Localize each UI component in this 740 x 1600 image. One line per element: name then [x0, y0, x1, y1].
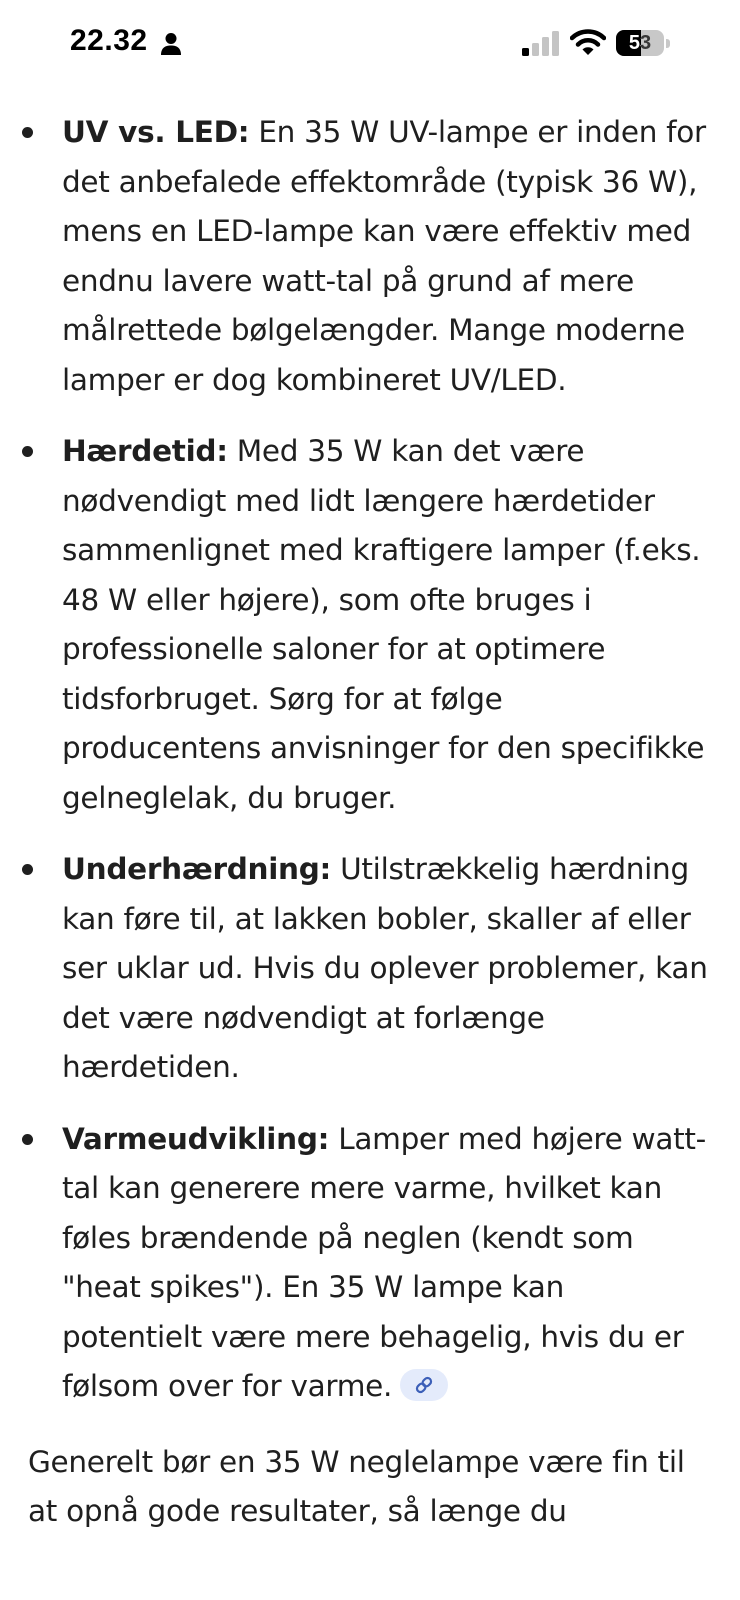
bullet-text: En 35 W UV-lampe er inden for det anbefalede effektområde (typisk 36 W), mens en LED-lampe kan være effektiv med endnu lavere watt-tal på grund af mere målrettede bølgelængder. Mange moderne lamper er dog kombineret UV/LED.: [62, 115, 706, 397]
bullet-list: [0, 108, 740, 1412]
bullet-term: Varmeudvikling:: [62, 1121, 330, 1156]
signal-icon: [520, 30, 562, 56]
bullet-haerdetid: [0, 427, 740, 823]
bullet-underhaerdning: [0, 845, 740, 1093]
response-content: [0, 108, 740, 1537]
bullet-term: UV vs. LED:: [62, 115, 250, 149]
battery-level: 53: [628, 32, 652, 54]
summary-paragraph: Generelt bør en 35 W neglelampe være fin til at opnå gode resultater, så længe du: [28, 1444, 685, 1528]
bullet-dot: [22, 864, 33, 875]
person-icon: [160, 32, 182, 56]
link-icon: [415, 1376, 433, 1394]
bullet-text: Lamper med højere watt-tal kan generere mere varme, hvilket kan føles brændende på neglen (kendt som "heat spikes"). En 35 W lampe kan potentielt være mere behagelig, hvis du er følsom over for varme.: [62, 1121, 707, 1403]
battery-icon: [616, 30, 672, 58]
status-time: 22.32: [70, 24, 148, 57]
bullet-dot: [22, 1134, 33, 1145]
bullet-dot: [22, 446, 33, 457]
source-link-chip[interactable]: [400, 1369, 448, 1401]
bullet-uv-vs-led: [0, 108, 740, 405]
bullet-varmeudvikling: [0, 1115, 740, 1412]
bullet-text: Med 35 W kan det være nødvendigt med lidt længere hærdetider sammenlignet med kraftigere lamper (f.eks. 48 W eller højere), som ofte bruges i professionelle saloner for at optimere tidsforbruget. Sørg for at følge producentens anvisninger for den specifikke gelneglelak, du bruger.: [62, 434, 705, 815]
bullet-text: Utilstrækkelig hærdning kan føre til, at lakken bobler, skaller af eller ser uklar ud. Hvis du oplever problemer, kan det være nødvendigt at forlænge hærdetiden.: [62, 852, 708, 1084]
wifi-icon: [570, 28, 606, 56]
bullet-term: Underhærdning:: [62, 852, 332, 886]
status-bar: [0, 0, 740, 90]
bullet-dot: [22, 127, 33, 138]
bullet-term: Hærdetid:: [62, 434, 228, 468]
